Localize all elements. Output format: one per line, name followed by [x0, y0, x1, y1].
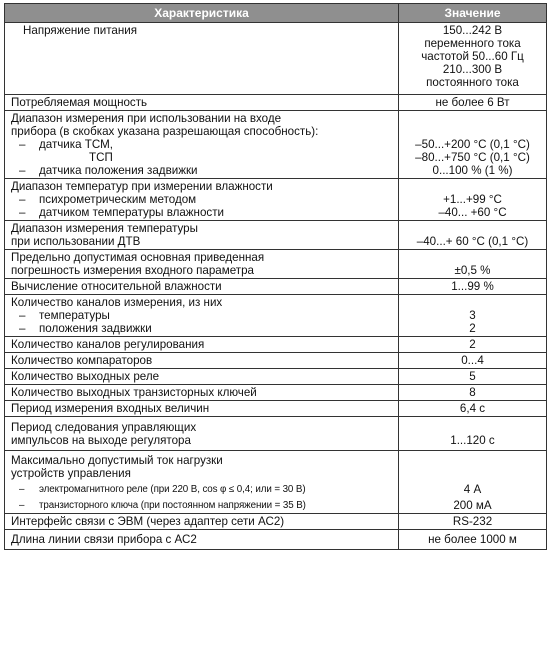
param-label: Потребляемая мощность: [11, 96, 148, 109]
param-label: Период следования управляющих: [11, 421, 197, 434]
param-label: Длина линии связи прибора с АС2: [11, 533, 197, 546]
value-text: 5: [469, 370, 476, 383]
param-label: прибора (в скобках указана разрешающая способность):: [11, 125, 319, 138]
table-row: [5, 530, 547, 550]
value-text: не более 6 Вт: [435, 96, 510, 109]
table-row: [5, 417, 547, 451]
value-text: 4 А: [463, 483, 482, 496]
sub-item: – положения задвижки: [19, 322, 152, 335]
sub-item: – транзисторного ключа (при постоянном напряжении = 35 В): [19, 500, 306, 511]
value-text: 8: [469, 386, 476, 399]
table-row: [5, 221, 547, 250]
value-text: 150...242 В: [442, 24, 503, 37]
value-text: 200 мА: [453, 499, 492, 512]
param-label: Количество выходных реле: [11, 370, 160, 383]
value-text: ±0,5 %: [454, 264, 491, 277]
param-label: при использовании ДТВ: [11, 235, 141, 248]
param-label: Количество компараторов: [11, 354, 153, 367]
table-row: [5, 353, 547, 369]
param-label: Период измерения входных величин: [11, 402, 210, 415]
value-text: –40... +60 °С: [438, 206, 507, 219]
table-row: [5, 514, 547, 530]
value-text: 0...100 % (1 %): [432, 164, 513, 177]
value-text: 2: [469, 322, 476, 335]
table-row: [5, 401, 547, 417]
header-characteristic: Характеристика: [5, 4, 399, 23]
param-label: Количество каналов измерения, из них: [11, 296, 223, 309]
table-row: [5, 95, 547, 111]
param-label: Количество выходных транзисторных ключей: [11, 386, 257, 399]
table-row: [5, 337, 547, 353]
table-row: [5, 451, 547, 514]
value-text: 2: [469, 338, 476, 351]
value-text: –50...+200 °С (0,1 °С): [415, 138, 530, 151]
table-row: [5, 385, 547, 401]
value-text: частотой 50...60 Гц: [421, 50, 524, 63]
sub-item: ТСП: [89, 151, 113, 164]
table-row: [5, 111, 547, 179]
param-label: погрешность измерения входного параметра: [11, 264, 254, 277]
value-text: 1...99 %: [451, 280, 494, 293]
sub-item: – датчиком температуры влажности: [19, 206, 224, 219]
table-row: [5, 369, 547, 385]
sub-item: – датчика ТСМ,: [19, 138, 113, 151]
param-label: Предельно допустимая основная приведенная: [11, 251, 265, 264]
value-text: 1...120 с: [450, 434, 495, 447]
value-text: 6,4 с: [459, 402, 486, 415]
value-text: 3: [469, 309, 476, 322]
param-label: устройств управления: [11, 467, 131, 480]
specification-table: [4, 3, 547, 550]
header-value: Значение: [399, 4, 547, 23]
sub-item: – датчика положения задвижки: [19, 164, 198, 177]
value-text: переменного тока: [424, 37, 521, 50]
table-row: [5, 23, 547, 95]
value-text: постоянного тока: [426, 76, 519, 89]
table-row: [5, 179, 547, 221]
value-text: –80...+750 °С (0,1 °С): [415, 151, 530, 164]
param-label: Диапазон температур при измерении влажности: [11, 180, 273, 193]
param-label: Вычисление относительной влажности: [11, 280, 222, 293]
value-text: 0...4: [461, 354, 484, 367]
table-header-row: [5, 4, 547, 23]
sub-item: – психрометрическим методом: [19, 193, 197, 206]
value-text: 210...300 В: [442, 63, 503, 76]
param-label: Диапазон измерения температуры: [11, 222, 198, 235]
value-text: RS-232: [452, 515, 493, 528]
param-label: Максимально допустимый ток нагрузки: [11, 454, 223, 467]
param-label: Диапазон измерения при использовании на входе: [11, 112, 282, 125]
sub-item: – температуры: [19, 309, 110, 322]
param-label: Интерфейс связи с ЭВМ (через адаптер сети АС2): [11, 515, 285, 528]
value-text: –40...+ 60 °С (0,1 °С): [416, 235, 529, 248]
table-row: [5, 250, 547, 279]
param-label: Напряжение питания: [23, 24, 137, 37]
value-text: не более 1000 м: [428, 533, 517, 546]
param-label: Количество каналов регулирования: [11, 338, 205, 351]
value-text: +1...+99 °С: [443, 193, 502, 206]
table-row: [5, 279, 547, 295]
sub-item: – электромагнитного реле (при 220 В, cos φ ≤ 0,4; или = 30 В): [19, 484, 306, 495]
param-label: импульсов на выходе регулятора: [11, 434, 191, 447]
table-row: [5, 295, 547, 337]
